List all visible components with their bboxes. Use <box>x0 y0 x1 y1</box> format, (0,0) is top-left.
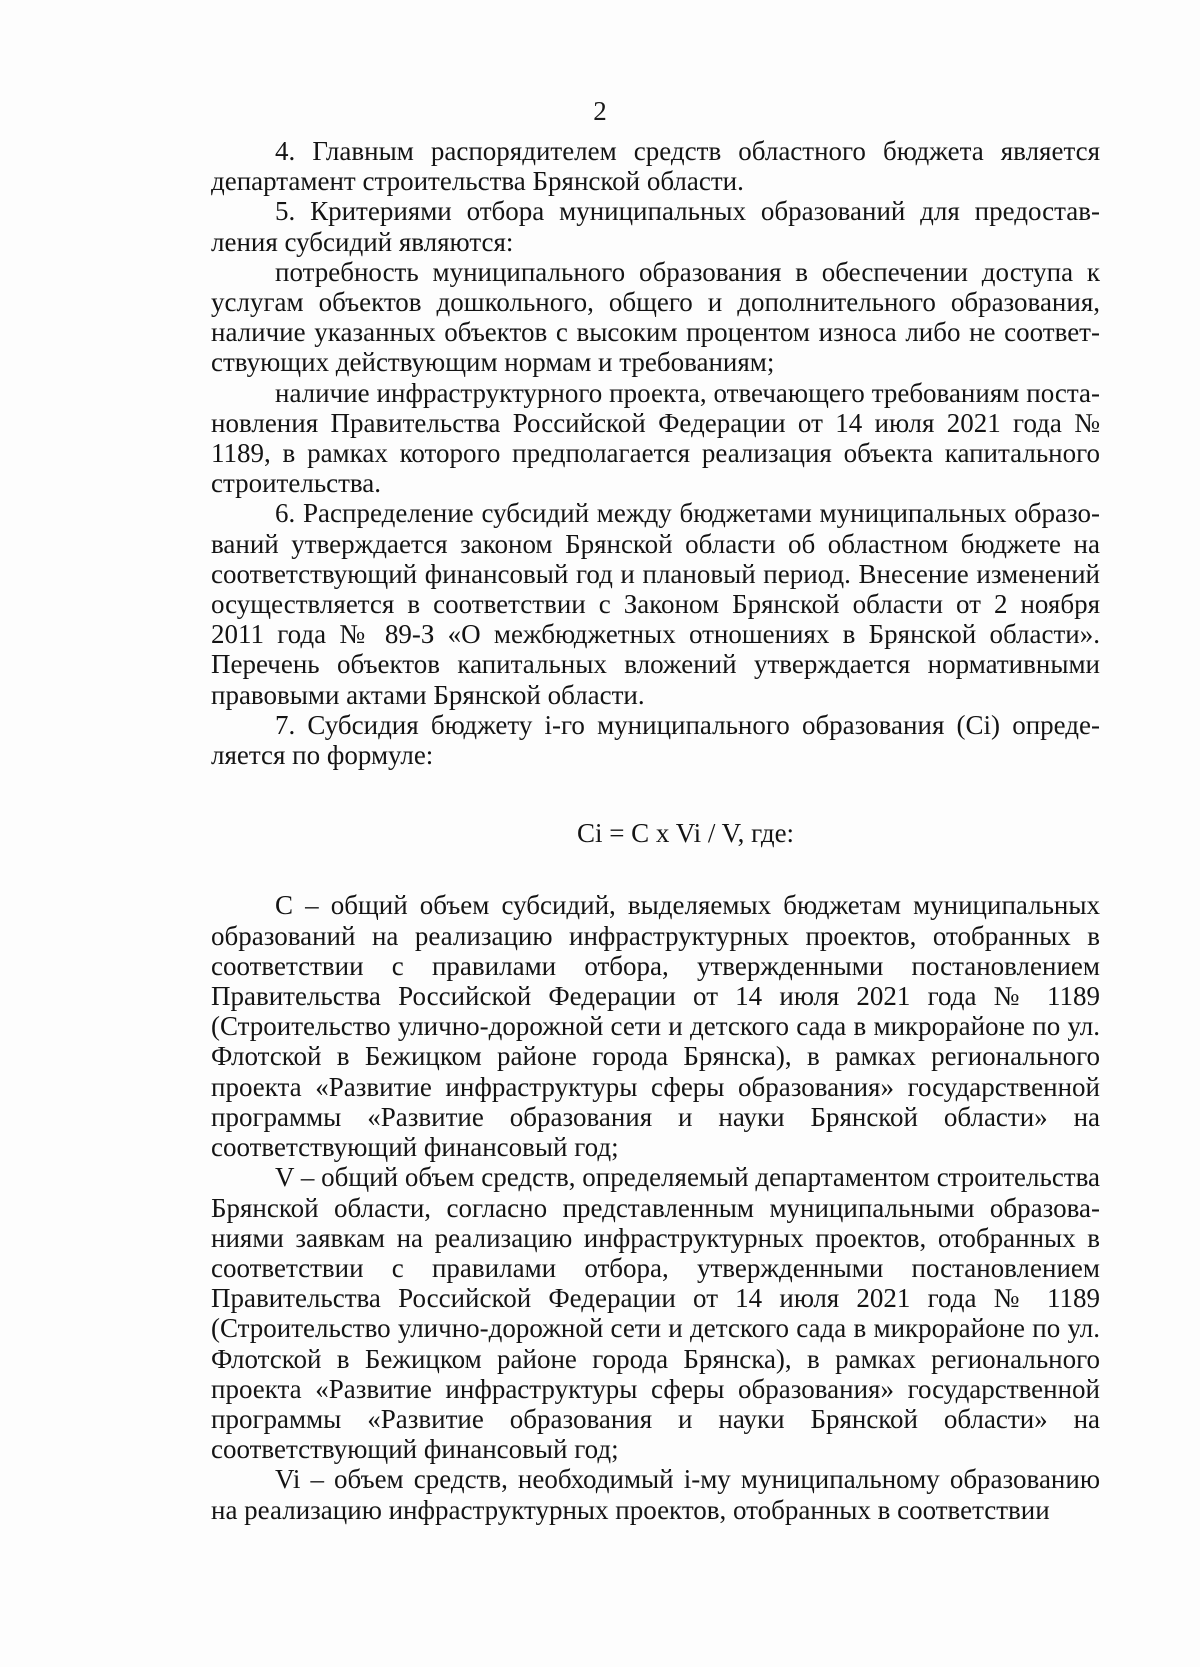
definition-c: С – общий объем субсидий, выделяемых бюджетам муниципальных образований на реализацию инфраструктурных проектов, отобранных в соответствии с правилами отбора, утвержденными постановлением Правительства Российской Федерации от 14 июля 2021 года № 1189 (Строительство улично-дорожной сети и детского сада в микрорайоне по ул. Флотской в Бежицком районе города Брянска), в рамках регионального проекта «Развитие инфраструктуры сферы образования» государственной программы «Развитие образования и науки Брянской области» на соответствующий финансовый год; <box>211 890 1100 1163</box>
subsidy-formula: Ci = C x Vi / V, где: <box>576 818 795 849</box>
page-number: 2 <box>593 96 607 126</box>
criterion-project: наличие инфраструктурного проекта, отвечающего требованиям постановления Правительства Российской Федерации от 14 июля 2021 года № 1189, в рамках которого предполагается реализация объекта капитального строительства. <box>211 377 1100 499</box>
definition-v: V – общий объем средств, определяемый департаментом строительства Брянской области, согласно представленным муниципальными образованиями заявкам на реализацию инфраструктурных проектов, отобранных в соответствии с правилами отбора, утвержденными постановлением Правительства Российской Федерации от 14 июля 2021 года № 1189 (Строительство улично-дорожной сети и детского сада в микрорайоне по ул. Флотской в Бежицком районе города Брянска), в рамках регионального проекта «Развитие инфраструктуры сферы образования» государственной программы «Развитие образования и науки Брянской области» на соответствующий финансовый год; <box>211 1162 1100 1465</box>
criterion-need: потребность муниципального образования в обеспечении доступа к услугам объектов дошкольного, общего и дополнительного образования, наличие указанных объектов с высоким процентом износа либо не соответствующих действующим нормам и требованиям; <box>211 256 1100 378</box>
paragraph-item-7: 7. Субсидия бюджету i-го муниципального образования (Ci) определяется по формуле: <box>211 709 1100 771</box>
definition-vi: Vi – объем средств, необходимый i-му муниципальному образованию на реализацию инфраструктурных проектов, отобранных в соответствии <box>211 1464 1100 1525</box>
paragraph-item-5: 5. Критериями отбора муниципальных образований для предоставления субсидий являются: <box>211 196 1100 257</box>
document-body <box>211 136 1100 1525</box>
paragraph-item-6: 6. Распределение субсидий между бюджетами муниципальных образований утверждается законом Брянской области об областном бюджете на соответствующий финансовый год и плановый период. Внесение изменений осуществляется в соответствии с Законом Брянской области от 2 ноября 2011 года № 89-З «О межбюджетных отношениях в Брянской области». Перечень объектов капитальных вложений утверждается нормативными правовыми актами Брянской области. <box>211 498 1100 710</box>
paragraph-item-4: 4. Главным распорядителем средств областного бюджета является департамент строительства Брянской области. <box>211 136 1100 197</box>
